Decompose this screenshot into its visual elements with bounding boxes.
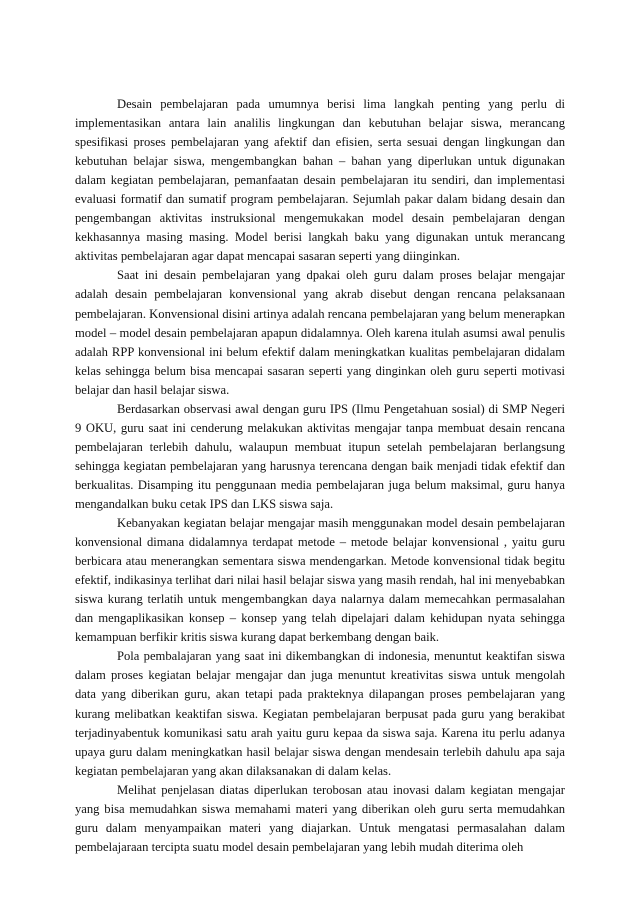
paragraph: Desain pembelajaran pada umumnya berisi lima langkah penting yang perlu di implementasikan antara lain analilis lingkungan dan kebutuhan belajar siswa, merancang spesifikasi proses pembelajaran yang afektif dan efisien, serta sesuai dengan lingkungan dan kebutuhan belajar siswa, mengembangkan bahan – bahan yang diperlukan untuk digunakan dalam kegiatan pembelajaran, pemanfaatan desain pembelajaran itu sendiri, dan implementasi evaluasi formatif dan sumatif program pembelajaran. Sejumlah pakar dalam bidang desain dan pengembangan aktivitas instruksional mengemukakan model desain pembelajaran dengan kekhasannya masing masing. Model berisi langkah baku yang digunakan untuk merancang aktivitas pembelajaran agar dapat mencapai sasaran seperti yang diinginkan.	[75, 97, 565, 264]
paragraph: Saat ini desain pembelajaran yang dpakai oleh guru dalam proses belajar mengajar adalah desain pembelajaran konvensional yang akrab disebut dengan rencana pelaksanaan pembelajaran. Konvensional disini artinya adalah rencana pembelajaran yang belum menerapkan model – model desain pembelajaran apapun didalamnya. Oleh karena itulah asumsi awal penulis adalah RPP konvensional ini belum efektif dalam meningkatkan kualitas pembelajaran didalam kelas sehingga belum bisa mencapai sasaran seperti yang dinginkan oleh guru seperti motivasi belajar dan hasil belajar siswa.	[75, 268, 565, 397]
paragraph: Melihat penjelasan diatas diperlukan terobosan atau inovasi dalam kegiatan mengajar yang bisa memudahkan siswa memahami materi yang diberikan oleh guru serta memudahkan guru dalam menyampaikan materi yang diajarkan. Untuk mengatasi permasalahan dalam pembelajaraan tercipta suatu model desain pembelajaran yang lebih mudah diterima oleh	[75, 782, 565, 854]
paragraph: Kebanyakan kegiatan belajar mengajar masih menggunakan model desain pembelajaran konvensional dimana didalamnya terdapat metode – metode belajar konvensional , yaitu guru berbicara atau menerangkan sementara siswa mendengarkan. Metode konvensional tidak begitu efektif, indikasinya terlihat dari nilai hasil belajar siswa yang masih rendah, hal ini menyebabkan siswa kurang terlatih untuk mengembangkan daya nalarnya dalam memecahkan permasalahan dan mengaplikasikan konsep – konsep yang telah dipelajari dalam kehidupan nyata sehingga kemampuan berfikir kritis siswa kurang dapat berkembang dengan baik.	[75, 516, 565, 645]
paragraph: Berdasarkan observasi awal dengan guru IPS (Ilmu Pengetahuan sosial) di SMP Negeri 9 OKU, guru saat ini cenderung melakukan aktivitas mengajar tanpa membuat desain rencana pembelajaran terlebih dahulu, walaupun membuat itupun setelah pembelajaran berlangsung sehingga kegiatan pembelajaran yang harusnya terencana dengan baik menjadi tidak efektif dan berkualitas. Disamping itu penggunaan media pembelajaran juga belum maksimal, guru hanya mengandalkan buku cetak IPS dan LKS siswa saja.	[75, 401, 565, 511]
document-body	[75, 95, 565, 857]
paragraph: Pola pembalajaran yang saat ini dikembangkan di indonesia, menuntut keaktifan siswa dalam proses kegiatan belajar mengajar dan juga menuntut kreativitas siswa untuk mengolah data yang diberikan guru, akan tetapi pada prakteknya dilapangan proses pembelajaran yang kurang melibatkan keaktifan siswa. Kegiatan pembelajaran berpusat pada guru yang berakibat terjadinyabentuk komunikasi satu arah yaitu guru kepaa da siswa saja. Karena itu perlu adanya upaya guru dalam meningkatkan hasil belajar siswa dengan mendesain terlebih dahulu apa saja kegiatan pembelajaran yang akan dilaksanakan di dalam kelas.	[75, 649, 565, 778]
